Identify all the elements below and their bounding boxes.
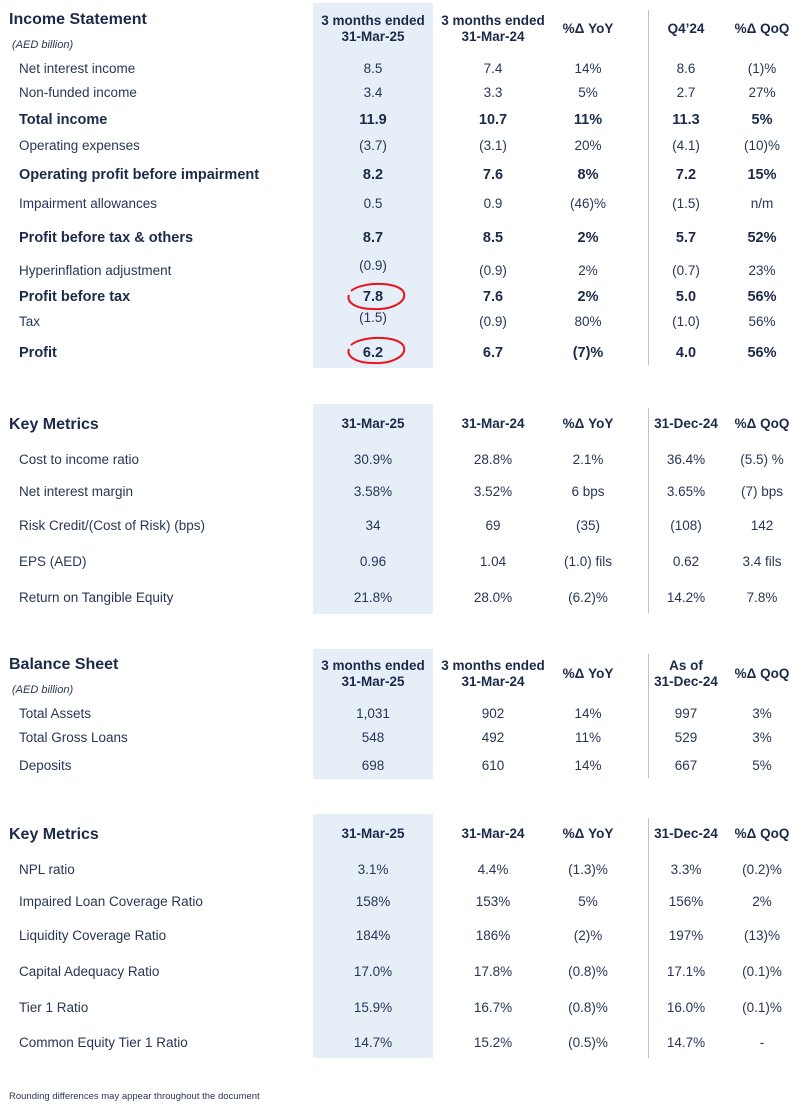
cell-value: (0.8)% <box>568 964 608 979</box>
column-header: 31-Dec-24 <box>654 416 718 431</box>
column-header: 3 months ended 31-Mar-24 <box>441 658 545 689</box>
cell-value: 153% <box>475 894 511 909</box>
row-label-npl-ratio: NPL ratio <box>19 862 75 877</box>
cell-value: (10)% <box>743 138 781 153</box>
separator-metrics-1 <box>648 408 649 613</box>
row-label-operating-expenses: Operating expenses <box>19 138 140 153</box>
column-header: Q4’24 <box>667 21 705 36</box>
row-label-profit: Profit <box>19 345 57 361</box>
cell-value: 8.6 <box>676 61 696 76</box>
cell-value: 0.62 <box>672 554 700 569</box>
column-header: 3 months ended 31-Mar-25 <box>321 658 425 689</box>
cell-value: 142 <box>750 518 774 533</box>
row-label-eps-aed: EPS (AED) <box>19 554 87 569</box>
cell-value: 10.7 <box>478 112 508 128</box>
income-statement-unit: (AED billion) <box>12 39 74 51</box>
row-label-profit-before-tax: Profit before tax <box>19 289 131 305</box>
cell-value: 16.7% <box>473 1000 513 1015</box>
cell-value: 158% <box>355 894 391 909</box>
cell-value: 14.7% <box>353 1035 393 1050</box>
footnote: Rounding differences may appear throughout the document <box>9 1091 260 1102</box>
cell-value: (0.9) <box>479 263 507 278</box>
cell-value: 16.0% <box>666 1000 706 1015</box>
row-label-non-funded-income: Non-funded income <box>19 85 137 100</box>
cell-value: 21.8% <box>353 590 393 605</box>
cell-value: 17.8% <box>473 964 513 979</box>
cell-value: 0.96 <box>359 554 387 569</box>
cell-value: 7.2 <box>675 167 697 183</box>
cell-value: 56% <box>747 289 777 305</box>
cell-value: 52% <box>747 230 777 246</box>
separator-metrics-2 <box>648 818 649 1058</box>
cell-value: 698 <box>361 758 385 773</box>
row-label-operating-profit-before-impairment: Operating profit before impairment <box>19 167 260 183</box>
cell-value: (4.1) <box>672 138 700 153</box>
cell-value: 14.2% <box>666 590 706 605</box>
row-label-total-income: Total income <box>19 112 108 128</box>
cell-value: (35) <box>575 518 601 533</box>
row-label-total-gross-loans: Total Gross Loans <box>19 730 128 745</box>
cell-value: 27% <box>748 85 776 100</box>
cell-value: (0.1)% <box>742 964 782 979</box>
cell-value: 0.5 <box>363 196 383 211</box>
column-header: %Δ YoY <box>562 826 614 841</box>
column-header: %Δ QoQ <box>734 416 790 431</box>
cell-value: 3.3 <box>483 85 503 100</box>
separator-income <box>648 10 649 365</box>
column-header: %Δ YoY <box>562 21 614 36</box>
cell-value: (0.9) <box>359 258 387 273</box>
cell-value: 3% <box>752 730 772 745</box>
cell-value: 17.0% <box>353 964 393 979</box>
cell-value: 6.7 <box>482 345 504 361</box>
cell-value: 2% <box>577 230 599 246</box>
cell-value: 5% <box>751 112 773 128</box>
cell-value: 15.9% <box>353 1000 393 1015</box>
cell-value: 3.3% <box>670 862 702 877</box>
cell-value: 5% <box>752 758 772 773</box>
cell-value: 3.4 <box>363 85 383 100</box>
row-label-tax: Tax <box>19 314 41 329</box>
column-header: 31-Mar-24 <box>461 416 525 431</box>
cell-value: (6.2)% <box>568 590 608 605</box>
cell-value: 14% <box>574 706 602 721</box>
cell-value: 6.2 <box>362 345 384 361</box>
row-label-deposits: Deposits <box>19 758 72 773</box>
cell-value: (2)% <box>573 928 603 943</box>
cell-value: 8% <box>577 167 599 183</box>
key-metrics-2-title: Key Metrics <box>9 826 99 843</box>
annotation-circle-profit <box>343 335 407 367</box>
cell-value: (0.8)% <box>568 1000 608 1015</box>
cell-value: 7.6 <box>482 289 504 305</box>
column-header: 31-Dec-24 <box>654 826 718 841</box>
cell-value: 4.4% <box>477 862 509 877</box>
cell-value: 1.04 <box>479 554 507 569</box>
cell-value: 6 bps <box>571 484 605 499</box>
column-header: %Δ QoQ <box>734 666 790 681</box>
cell-value: 184% <box>355 928 391 943</box>
cell-value: 17.1% <box>666 964 706 979</box>
cell-value: 997 <box>674 706 698 721</box>
cell-value: 610 <box>481 758 505 773</box>
cell-value: 34 <box>365 518 381 533</box>
annotation-circle-profit-before-tax <box>343 281 407 313</box>
cell-value: (5.5) % <box>740 452 784 467</box>
cell-value: 11% <box>574 730 602 745</box>
cell-value: 186% <box>475 928 511 943</box>
cell-value: (1)% <box>747 61 777 76</box>
cell-value: (7) bps <box>740 484 784 499</box>
column-header: 31-Mar-24 <box>461 826 525 841</box>
cell-value: 5% <box>578 894 598 909</box>
row-label-net-interest-income: Net interest income <box>19 61 136 76</box>
row-label-profit-before-tax-others: Profit before tax & others <box>19 230 194 246</box>
row-label-impairment-allowances: Impairment allowances <box>19 196 158 211</box>
cell-value: 2.7 <box>676 85 696 100</box>
income-statement-title: Income Statement <box>9 11 147 28</box>
cell-value: 3.4 fils <box>742 554 782 569</box>
highlight-column-metrics-1 <box>313 404 433 614</box>
cell-value: 28.0% <box>473 590 513 605</box>
cell-value: (1.5) <box>672 196 700 211</box>
cell-value: (13)% <box>743 928 781 943</box>
cell-value: 14.7% <box>666 1035 706 1050</box>
row-label-tier-1-ratio: Tier 1 Ratio <box>19 1000 89 1015</box>
cell-value: 11.3 <box>672 112 700 128</box>
row-label-net-interest-margin: Net interest margin <box>19 484 134 499</box>
separator-balance <box>648 654 649 778</box>
cell-value: n/m <box>750 196 774 211</box>
cell-value: (3.7) <box>359 138 387 153</box>
cell-value: 14% <box>574 758 602 773</box>
cell-value: (7)% <box>572 345 604 361</box>
cell-value: 0.9 <box>483 196 503 211</box>
cell-value: 3.52% <box>473 484 513 499</box>
cell-value: 2% <box>752 894 772 909</box>
cell-value: 8.2 <box>362 167 384 183</box>
row-label-total-assets: Total Assets <box>19 706 92 721</box>
cell-value: 5.0 <box>675 289 697 305</box>
cell-value: 2.1% <box>572 452 604 467</box>
column-header: %Δ YoY <box>562 666 614 681</box>
cell-value: 529 <box>674 730 698 745</box>
cell-value: 1,031 <box>356 706 390 721</box>
cell-value: 23% <box>748 263 776 278</box>
column-header: 31-Mar-25 <box>341 826 405 841</box>
cell-value: 902 <box>481 706 505 721</box>
cell-value: 8.7 <box>362 230 384 246</box>
cell-value: 492 <box>481 730 505 745</box>
cell-value: 548 <box>361 730 385 745</box>
column-header: As of 31-Dec-24 <box>654 658 718 689</box>
column-header: 31-Mar-25 <box>341 416 405 431</box>
column-header: %Δ YoY <box>562 416 614 431</box>
balance-sheet-unit: (AED billion) <box>12 684 74 696</box>
cell-value: 4.0 <box>675 345 697 361</box>
column-header: 3 months ended 31-Mar-24 <box>441 13 545 44</box>
cell-value: (46)% <box>569 196 607 211</box>
cell-value: (0.5)% <box>568 1035 608 1050</box>
cell-value: (0.7) <box>672 263 700 278</box>
cell-value: (108) <box>670 518 702 533</box>
cell-value: 11.9 <box>359 112 387 128</box>
row-label-capital-adequacy-ratio: Capital Adequacy Ratio <box>19 964 160 979</box>
cell-value: 2% <box>577 289 599 305</box>
column-header: 3 months ended 31-Mar-25 <box>321 13 425 44</box>
row-label-common-equity-tier-1-ratio: Common Equity Tier 1 Ratio <box>19 1035 188 1050</box>
cell-value: 7.4 <box>483 61 503 76</box>
row-label-return-on-tangible-equity: Return on Tangible Equity <box>19 590 174 605</box>
cell-value: 2% <box>578 263 598 278</box>
cell-value: (1.3)% <box>568 862 608 877</box>
cell-value: 7.8 <box>362 289 384 305</box>
cell-value: (3.1) <box>479 138 507 153</box>
cell-value: (0.9) <box>479 314 507 329</box>
cell-value: 15.2% <box>473 1035 513 1050</box>
cell-value: 8.5 <box>363 61 383 76</box>
cell-value: 56% <box>747 345 777 361</box>
cell-value: (0.1)% <box>742 1000 782 1015</box>
column-header: %Δ QoQ <box>734 826 790 841</box>
cell-value: 3.65% <box>666 484 706 499</box>
cell-value: 20% <box>574 138 602 153</box>
key-metrics-title: Key Metrics <box>9 416 99 433</box>
row-label-impaired-loan-coverage-ratio: Impaired Loan Coverage Ratio <box>19 894 203 909</box>
cell-value: 15% <box>747 167 777 183</box>
cell-value: 156% <box>668 894 704 909</box>
cell-value: 7.6 <box>482 167 504 183</box>
cell-value: 14% <box>574 61 602 76</box>
cell-value: 3.1% <box>357 862 389 877</box>
row-label-cost-to-income-ratio: Cost to income ratio <box>19 452 140 467</box>
cell-value: 7.8% <box>746 590 778 605</box>
cell-value: (1.0) fils <box>563 554 613 569</box>
cell-value: 30.9% <box>353 452 393 467</box>
cell-value: 3% <box>752 706 772 721</box>
row-label-hyperinflation-adjustment: Hyperinflation adjustment <box>19 263 172 278</box>
cell-value: 5.7 <box>675 230 697 246</box>
cell-value: 197% <box>668 928 704 943</box>
cell-value: - <box>759 1035 765 1050</box>
cell-value: 11% <box>573 112 603 128</box>
balance-sheet-title: Balance Sheet <box>9 656 119 673</box>
cell-value: 80% <box>574 314 602 329</box>
cell-value: 36.4% <box>666 452 706 467</box>
cell-value: 667 <box>674 758 698 773</box>
row-label-liquidity-coverage-ratio: Liquidity Coverage Ratio <box>19 928 167 943</box>
cell-value: 28.8% <box>473 452 513 467</box>
cell-value: 56% <box>748 314 776 329</box>
cell-value: 69 <box>485 518 501 533</box>
cell-value: (1.0) <box>672 314 700 329</box>
column-header: %Δ QoQ <box>734 21 790 36</box>
cell-value: 5% <box>578 85 598 100</box>
cell-value: 8.5 <box>482 230 504 246</box>
row-label-risk-credit-cost-of-risk-bps: Risk Credit/(Cost of Risk) (bps) <box>19 518 206 533</box>
cell-value: (1.5) <box>359 310 387 325</box>
cell-value: (0.2)% <box>742 862 782 877</box>
cell-value: 3.58% <box>353 484 393 499</box>
